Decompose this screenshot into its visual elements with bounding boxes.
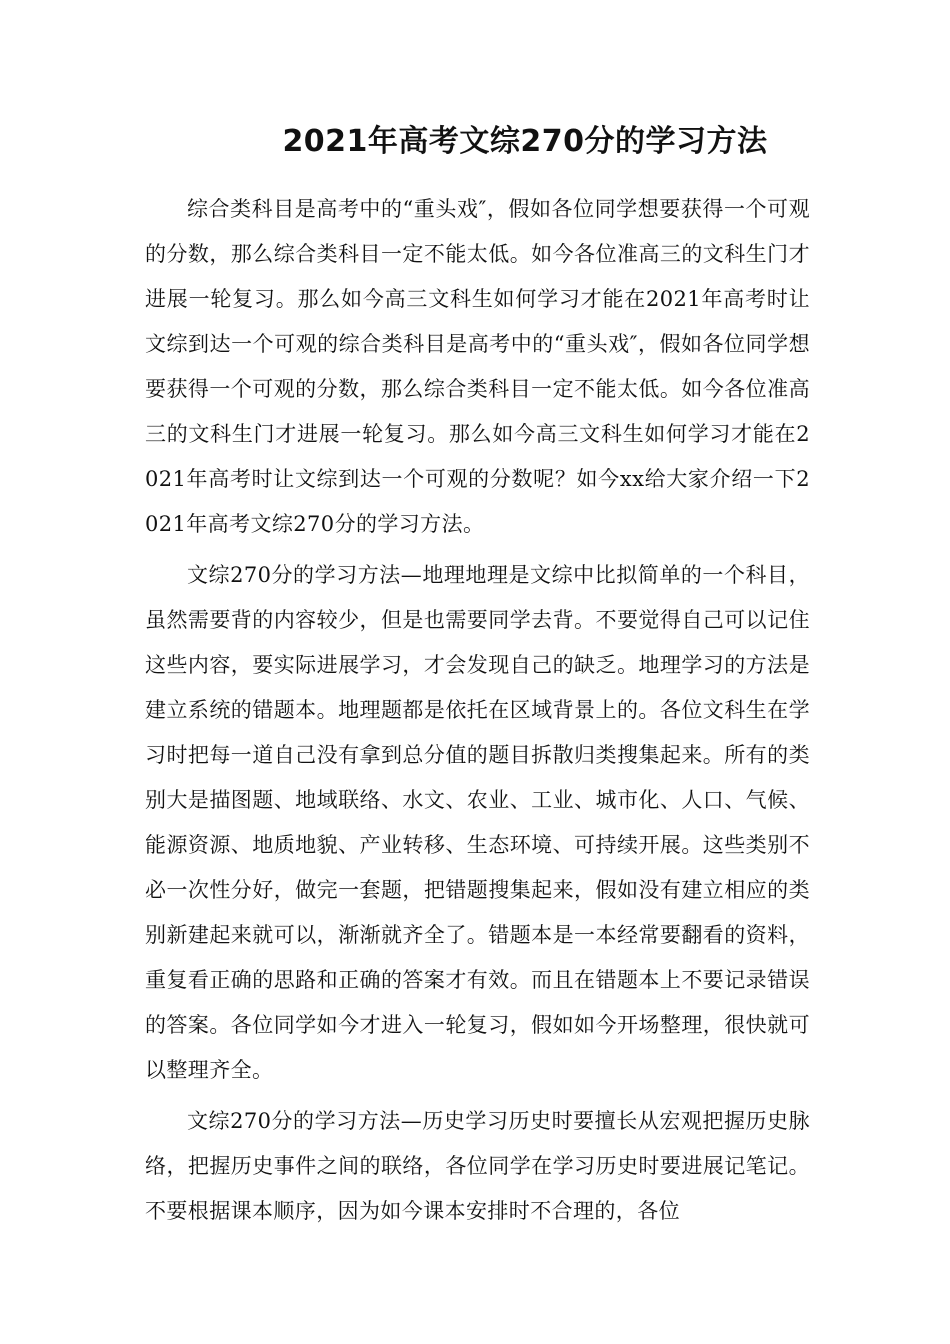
document-body bbox=[145, 187, 810, 1240]
document-title: 2021年高考文综270分的学习方法 bbox=[282, 124, 768, 159]
paragraph-history: 文综270分的学习方法—历史学习历史时要擅长从宏观把握历史脉络，把握历史事件之间的联络，各位同学在学习历史时要进展记笔记。不要根据课本顺序，因为如今课本安排时不合理的，各位 bbox=[145, 1109, 810, 1223]
paragraph-geography: 文综270分的学习方法—地理地理是文综中比拟简单的一个科目，虽然需要背的内容较少，但是也需要同学去背。不要觉得自己可以记住这些内容，要实际进展学习，才会发现自己的缺乏。地理学习的方法是建立系统的错题本。地理题都是依托在区域背景上的。各位文科生在学习时把每一道自己没有拿到总分值的题目拆散归类搜集起来。所有的类别大是描图题、地域联络、水文、农业、工业、城市化、人口、气候、能源资源、地质地貌、产业转移、生态环境、可持续开展。这些类别不必一次性分好，做完一套题，把错题搜集起来，假如没有建立相应的类别新建起来就可以，渐渐就齐全了。错题本是一本经常要翻看的资料，重复看正确的思路和正确的答案才有效。而且在错题本上不要记录错误的答案。各位同学如今才进入一轮复习，假如如今开场整理，很快就可以整理齐全。 bbox=[145, 563, 810, 1082]
paragraph-intro: 综合类科目是高考中的“重头戏″，假如各位同学想要获得一个可观的分数，那么综合类科目一定不能太低。如今各位准高三的文科生门才进展一轮复习。那么如今高三文科生如何学习才能在2021年高考时让文综到达一个可观的综合类科目是高考中的“重头戏″，假如各位同学想要获得一个可观的分数，那么综合类科目一定不能太低。如今各位准高三的文科生门才进展一轮复习。那么如今高三文科生如何学习才能在2021年高考时让文综到达一个可观的分数呢？如今xx给大家介绍一下2021年高考文综270分的学习方法。 bbox=[145, 197, 810, 536]
